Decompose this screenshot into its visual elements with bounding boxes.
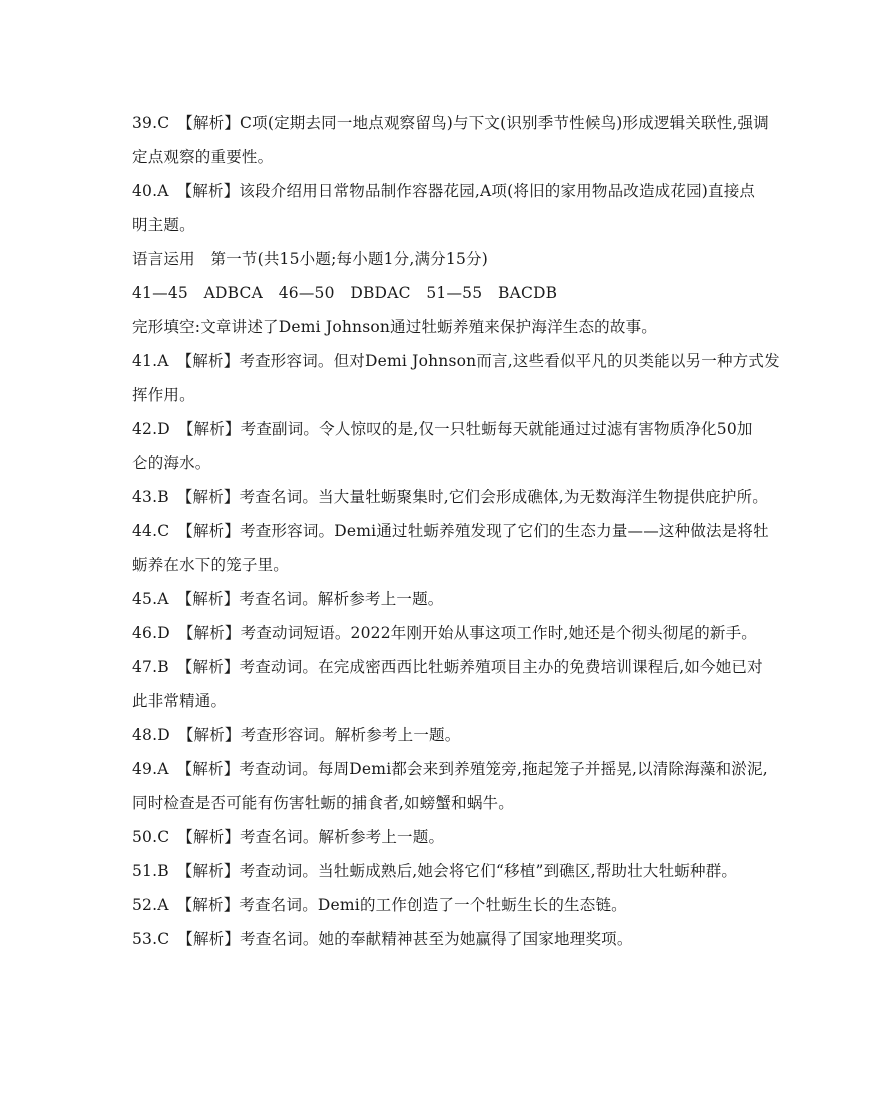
text-line-49: 49.A 【解析】考查动词。每周Demi都会来到养殖笼旁,拖起笼子并摇晃,以清除海藻和淤泥, (132, 760, 768, 778)
text-line-42-cont: 仑的海水。 (132, 454, 211, 472)
text-line-49-cont: 同时检查是否可能有伤害牡蛎的捕食者,如螃蟹和蜗牛。 (132, 794, 514, 812)
text-line-44-cont: 蛎养在水下的笼子里。 (132, 556, 290, 574)
text-line-42: 42.D 【解析】考查副词。令人惊叹的是,仅一只牡蛎每天就能通过过滤有害物质净化50加 (132, 420, 753, 438)
text-line-45: 45.A 【解析】考查名词。解析参考上一题。 (132, 590, 444, 608)
text-line-39-cont: 定点观察的重要性。 (132, 148, 274, 166)
text-line-50: 50.C 【解析】考查名词。解析参考上一题。 (132, 828, 445, 846)
text-line-52: 52.A 【解析】考查名词。Demi的工作创造了一个牡蛎生长的生态链。 (132, 896, 627, 914)
text-line-44: 44.C 【解析】考查形容词。Demi通过牡蛎养殖发现了它们的生态力量——这种做法是将牡 (132, 522, 769, 540)
text-line-48: 48.D 【解析】考查形容词。解析参考上一题。 (132, 726, 461, 744)
answer-explanations (132, 106, 780, 956)
answer-key-line: 41—45 ADBCA 46—50 DBDAC 51—55 BACDB (132, 284, 558, 302)
text-line-40-cont: 明主题。 (132, 216, 195, 234)
text-line-40: 40.A 【解析】该段介绍用日常物品制作容器花园,A项(将旧的家用物品改造成花园)直接点 (132, 182, 756, 200)
text-line-43: 43.B 【解析】考查名词。当大量牡蛎聚集时,它们会形成礁体,为无数海洋生物提供庇护所。 (132, 488, 768, 506)
text-line-39: 39.C 【解析】C项(定期去同一地点观察留鸟)与下文(识别季节性候鸟)形成逻辑关联性,强调 (132, 114, 769, 132)
text-line-47: 47.B 【解析】考查动词。在完成密西西比牡蛎养殖项目主办的免费培训课程后,如今她已对 (132, 658, 763, 676)
text-line-51: 51.B 【解析】考查动词。当牡蛎成熟后,她会将它们“移植”到礁区,帮助壮大牡蛎种群。 (132, 862, 738, 880)
text-line-41-cont: 挥作用。 (132, 386, 195, 404)
cloze-summary: 完形填空:文章讲述了Demi Johnson通过牡蛎养殖来保护海洋生态的故事。 (132, 318, 657, 336)
section-heading: 语言运用 第一节(共15小题;每小题1分,满分15分) (132, 250, 488, 268)
text-line-53: 53.C 【解析】考查名词。她的奉献精神甚至为她赢得了国家地理奖项。 (132, 930, 633, 948)
text-line-47-cont: 此非常精通。 (132, 692, 227, 710)
text-line-41: 41.A 【解析】考查形容词。但对Demi Johnson而言,这些看似平凡的贝类能以另一种方式发 (132, 352, 780, 370)
text-line-46: 46.D 【解析】考查动词短语。2022年刚开始从事这项工作时,她还是个彻头彻尾的新手。 (132, 624, 758, 642)
